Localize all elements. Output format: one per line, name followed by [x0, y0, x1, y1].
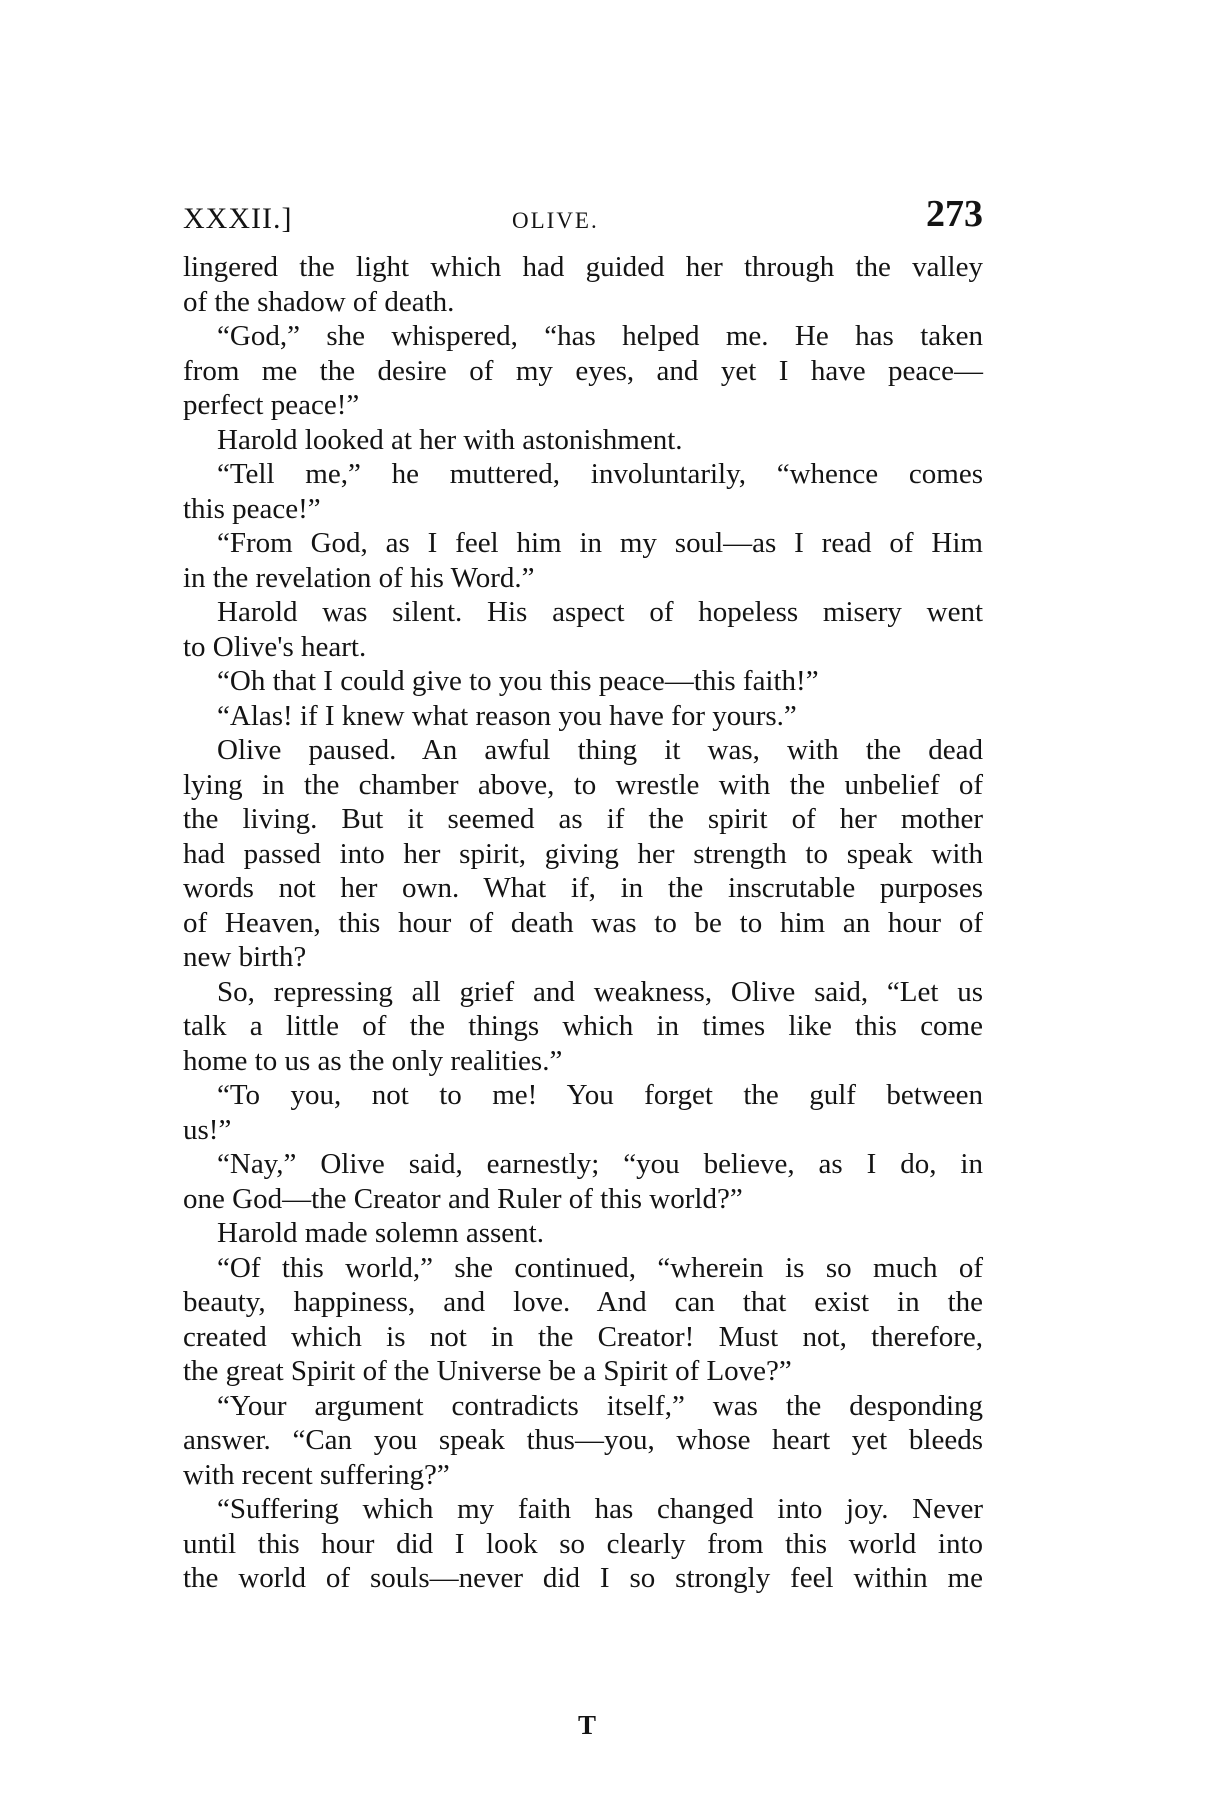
body-text: [183, 250, 983, 1596]
text-line: answer. “Can you speak thus—you, whose heart yet bleeds: [183, 1424, 983, 1456]
text-line: new birth?: [183, 941, 307, 973]
text-line: perfect peace!”: [183, 389, 360, 421]
text-line: this peace!”: [183, 492, 321, 525]
text-line: “From God, as I feel him in my soul—as I read of Him: [217, 527, 983, 559]
text-line: Olive paused. An awful thing it was, with the dead: [217, 734, 983, 766]
text-line: home to us as the only realities.”: [183, 1044, 563, 1077]
text-line: in the revelation of his Word.”: [183, 561, 535, 594]
text-line: from me the desire of my eyes, and yet I have peace—: [183, 354, 983, 387]
text-line: the world of souls—never did I so strongly feel within me: [183, 1562, 983, 1594]
text-line: created which is not in the Creator! Must not, therefore,: [183, 1320, 983, 1353]
text-line: “Alas! if I knew what reason you have for yours.”: [217, 699, 797, 732]
text-line: “Your argument contradicts itself,” was the desponding: [217, 1389, 983, 1422]
text-line: until this hour did I look so clearly from this world into: [183, 1527, 983, 1560]
text-line: talk a little of the things which in times like this come: [183, 1010, 983, 1042]
text-line: Harold was silent. His aspect of hopeless misery went: [217, 596, 983, 628]
text-line: beauty, happiness, and love. And can that exist in the: [183, 1286, 983, 1318]
text-line: “Tell me,” he muttered, involuntarily, “whence comes: [217, 458, 983, 490]
text-line: with recent suffering?”: [183, 1458, 450, 1491]
running-title: OLIVE.: [512, 208, 599, 233]
text-line: lingered the light which had guided her through the valley: [183, 251, 983, 283]
text-line: words not her own. What if, in the inscrutable purposes: [183, 872, 983, 904]
text-line: us!”: [183, 1113, 232, 1146]
running-header: [183, 193, 983, 240]
text-line: the living. But it seemed as if the spirit of her mother: [183, 803, 983, 835]
text-line: lying in the chamber above, to wrestle with the unbelief of: [183, 768, 983, 801]
text-line: the great Spirit of the Universe be a Spirit of Love?”: [183, 1355, 792, 1387]
text-line: of Heaven, this hour of death was to be to him an hour of: [183, 906, 983, 939]
text-line: “God,” she whispered, “has helped me. He has taken: [217, 320, 983, 352]
signature-mark: T: [578, 1710, 597, 1740]
text-line: “Nay,” Olive said, earnestly; “you believe, as I do, in: [217, 1148, 983, 1180]
chapter-number: XXXII.]: [183, 202, 293, 235]
text-line: “To you, not to me! You forget the gulf between: [217, 1079, 983, 1111]
text-line: one God—the Creator and Ruler of this world?”: [183, 1182, 743, 1215]
text-line: “Suffering which my faith has changed into joy. Never: [217, 1493, 983, 1525]
text-line: So, repressing all grief and weakness, Olive said, “Let us: [217, 975, 983, 1008]
text-line: had passed into her spirit, giving her strength to speak with: [183, 837, 983, 870]
text-line: “Oh that I could give to you this peace—this faith!”: [217, 665, 819, 697]
text-line: “Of this world,” she continued, “wherein is so much of: [217, 1251, 983, 1284]
text-line: to Olive's heart.: [183, 630, 367, 663]
text-line: Harold looked at her with astonishment.: [217, 423, 683, 456]
text-line: of the shadow of death.: [183, 285, 455, 318]
page-number: 273: [926, 193, 983, 235]
text-line: Harold made solemn assent.: [217, 1217, 544, 1249]
